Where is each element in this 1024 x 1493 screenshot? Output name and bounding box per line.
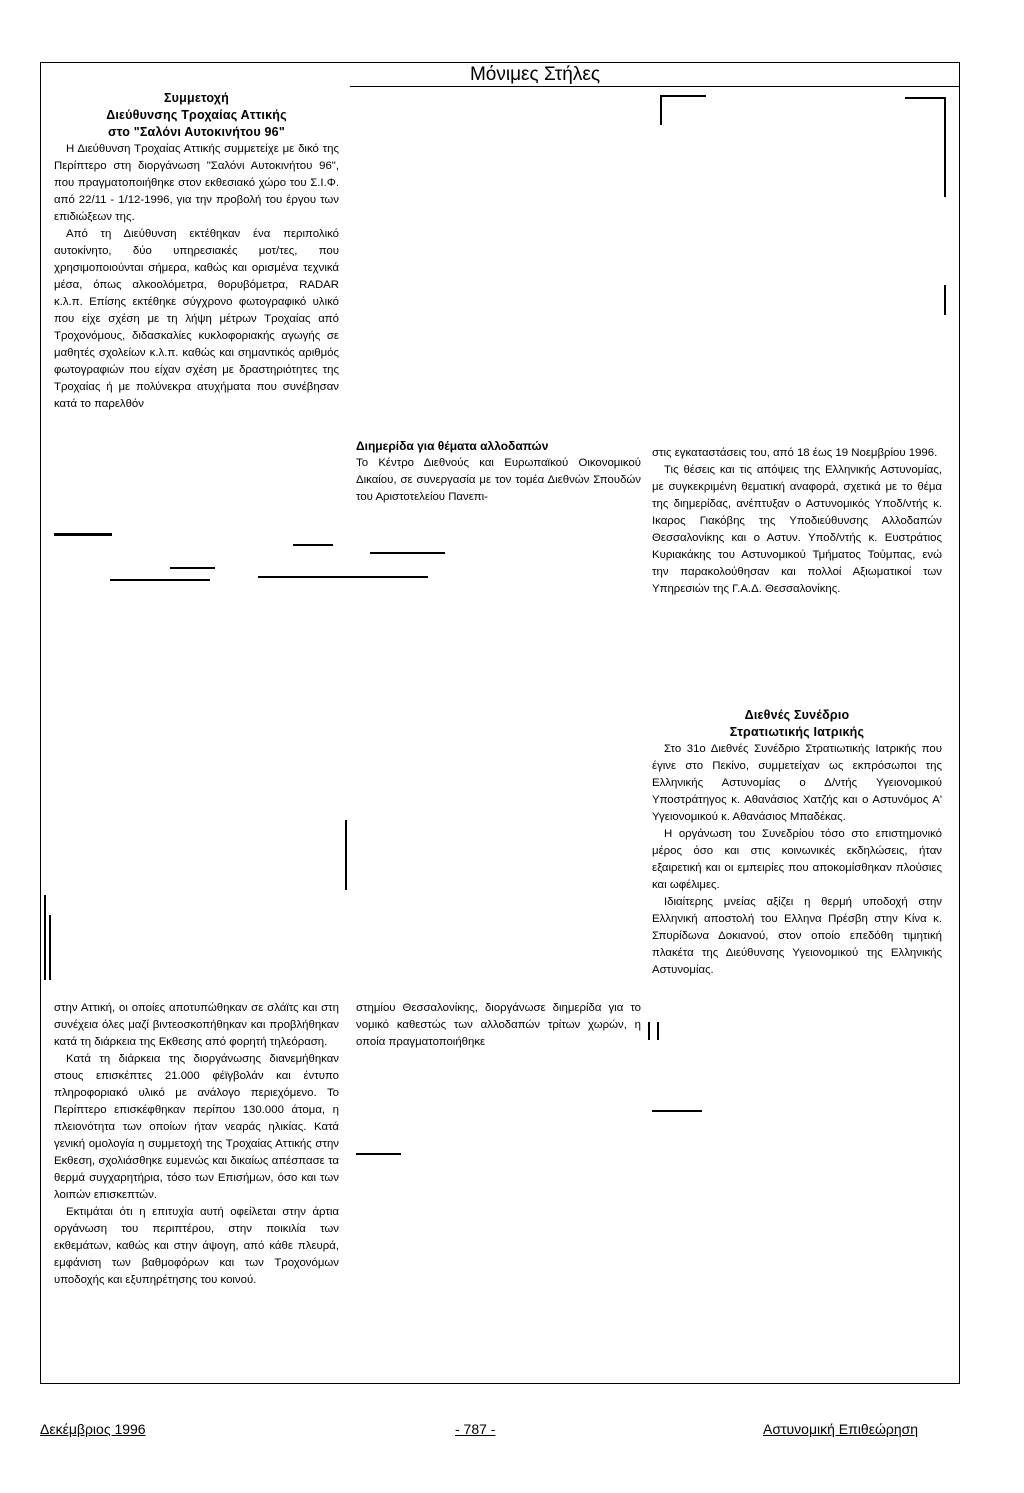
paragraph: στην Αττική, οι οποίες αποτυπώθηκαν σε σλάϊτς και στη συνέχεια όλες μαζί βιντεοσκοπήθηκαν και προβλήθηκαν κατά τη διάρκεια της Εκθεσης από φορητή τηλεόραση.	[54, 1002, 339, 1048]
article-seminar-continued	[652, 445, 942, 598]
paragraph: Κατά τη διάρκεια της διοργάνωσης διανεμήθηκαν στους επισκέπτες 21.000 φέϊγβολάν και έντυπο πληροφοριακό υλικό με ανάλογο περιεχόμενο. Το Περίπτερο επισκέφθηκαν περίπου 130.000 άτομα, η πλειονότητα των οποίων ήταν νεαράς ηλικίας. Κατά γενική ομολογία η συμμετοχή της Τροχαίας Αττικής στην Εκθεση, σχολιάσθηκε ευμενώς και δικαίως απέσπασε τα θερμά συγχαρητήρια, τόσο των Επισήμων, όσο και των λοιπών επισκεπτών.	[54, 1053, 339, 1201]
article-heading: Διημερίδα για θέματα αλλοδαπών	[356, 439, 549, 453]
article-traffic-top	[54, 90, 339, 413]
photo-frame-line	[345, 820, 347, 890]
photo-frame-line	[49, 915, 51, 980]
paragraph: Η Διεύθυνση Τροχαίας Αττικής συμμετείχε με δικό της Περίπτερο στη διοργάνωση "Σαλόνι Αυτοκινήτου 96", που πραγματοποιήθηκε στον εκθεσιακό χώρο του Σ.Ι.Φ. από 22/11 - 1/12-1996, για την προβολή του έργου των επιδιώξεων της.	[54, 143, 339, 223]
photo-frame-line	[652, 1110, 702, 1112]
photo-frame-line	[905, 97, 945, 99]
footer-publication: Αστυνομική Επιθεώρηση	[763, 1421, 919, 1437]
paragraph: στημίου Θεσσαλονίκης, διοργάνωσε διημερίδα για το νομικό καθεστώς των αλλοδαπών τρίτων χωρών, η οποία πραγματοποιήθηκε	[356, 1002, 641, 1048]
photo-frame-line	[356, 1153, 401, 1155]
paragraph: Εκτιμάται ότι η επιτυχία αυτή οφείλεται στην άρτια οργάνωση του περιπτέρου, στην ποικιλία των εκθεμάτων, καθώς και στην άψογη, από κάθε πλευρά, εμφάνιση των βαθμοφόρων και των Τροχονόμων υποδοχής και εξυπηρέτησης του κοινού.	[54, 1206, 339, 1286]
photo-frame-line	[944, 97, 946, 197]
paragraph: Ιδιαίτερης μνείας αξίζει η θερμή υποδοχή στην Ελληνική αποστολή του Ελληνα Πρέσβη στην Κίνα κ. Σπυρίδωνα Δοκιανού, στον οποίο επεδόθη τιμητική πλακέτα της Διεύθυνσης Υγειονομικού της Ελληνικής Αστυνομίας.	[652, 896, 942, 976]
paragraph: στις εγκαταστάσεις του, από 18 έως 19 Νοεμβρίου 1996.	[652, 447, 938, 459]
article-heading-line1: Συμμετοχή	[163, 91, 230, 105]
article-heading-line3: στο "Σαλόνι Αυτοκινήτου 96"	[108, 125, 285, 139]
photo-frame-line	[170, 567, 215, 569]
photo-frame-line	[648, 1022, 650, 1040]
photo-frame-line	[370, 552, 445, 554]
paragraph: Τις θέσεις και τις απόψεις της Ελληνικής Αστυνομίας, με συγκεκριμένη θεματική αναφορά, σχετικά με το θέμα της διημερίδας, ανέπτυξαν ο Αστυνομικός Υποδ/ντής κ. Ικαρος Γιακόβης της Υποδιεύθυνσης Αλλοδαπών Θεσσαλονίκης και ο Αστυν. Υποδ/ντής κ. Ευστράτιος Κυριακάκης του Αστυνομικού Τμήματος Τούμπας, ενώ την παρακολούθησαν και πολλοί Αξιωματικοί των Υπηρεσιών της Γ.Α.Δ. Θεσσαλονίκης.	[652, 464, 942, 595]
photo-frame-line	[657, 1022, 659, 1040]
article-heading-line2: Στρατιωτικής Ιατρικής	[729, 725, 865, 739]
photo-frame-line	[293, 544, 333, 546]
page-title: Μόνιμες Στήλες	[469, 64, 600, 85]
photo-frame-line	[54, 533, 112, 536]
article-military-medicine	[652, 707, 942, 979]
paragraph: Η οργάνωση του Συνεδρίου τόσο στο επιστημονικό μέρος όσο και στις κοινωνικές εκδηλώσεις, ήταν εξαιρετική και οι εμπειρίες που αποκομίσθηκαν πλούσιες και ωφέλιμες.	[652, 828, 942, 891]
article-heading-line1: Διεθνές Συνέδριο	[744, 708, 850, 722]
photo-frame-line	[662, 95, 706, 97]
paragraph: Το Κέντρο Διεθνούς και Ευρωπαϊκού Οικονομικού Δικαίου, σε συνεργασία με τον τομέα Διεθνών Σπουδών του Αριστοτελείου Πανεπι-	[356, 457, 641, 503]
article-heading-line2: Διεύθυνσης Τροχαίας Αττικής	[106, 108, 287, 122]
photo-frame-line	[110, 579, 210, 581]
footer-date: Δεκέμβριος 1996	[40, 1421, 146, 1437]
photo-frame-line	[660, 95, 662, 125]
photo-frame-line	[944, 285, 946, 315]
photo-frame-line	[44, 895, 46, 980]
article-seminar-bottom	[356, 1000, 641, 1051]
paragraph: Από τη Διεύθυνση εκτέθηκαν ένα περιπολικό αυτοκίνητο, δύο υπηρεσιακές μοτ/τες, που χρησιμοποιούνται σήμερα, καθώς και ορισμένα τεχνικά μέσα, όπως αλκοολόμετρα, θορυβόμετρα, RADAR κ.λ.π. Επίσης εκτέθηκε σύγχρονο φωτογραφικό υλικό που είχε σχέση με τη λήψη μέτρων Τροχαίας από Τροχονόμους, διδασκαλίες κυκλοφοριακής αγωγής σε μαθητές σχολείων κ.λ.π. καθώς και σημαντικός αριθμός φωτογραφιών που είχαν σχέση με δραστηριότητες της Τροχαίας ή με πολύνεκρα ατυχήματα που συνέβησαν κατά το παρελθόν	[54, 228, 339, 410]
article-seminar-top	[356, 438, 641, 506]
page-number: - 787 -	[455, 1421, 496, 1437]
paragraph: Στο 31ο Διεθνές Συνέδριο Στρατιωτικής Ιατρικής που έγινε στο Πεκίνο, συμμετείχαν ως εκπρόσωποι της Ελληνικής Αστυνομίας ο Δ/ντής Υγειονομικού Υποστράτηγος κ. Αθανάσιος Χατζής και ο Αστυνόμος Α' Υγειονομικού κ. Αθανάσιος Μπαδέκας.	[652, 743, 942, 823]
article-traffic-bottom	[54, 1000, 339, 1289]
photo-frame-line	[258, 576, 428, 578]
